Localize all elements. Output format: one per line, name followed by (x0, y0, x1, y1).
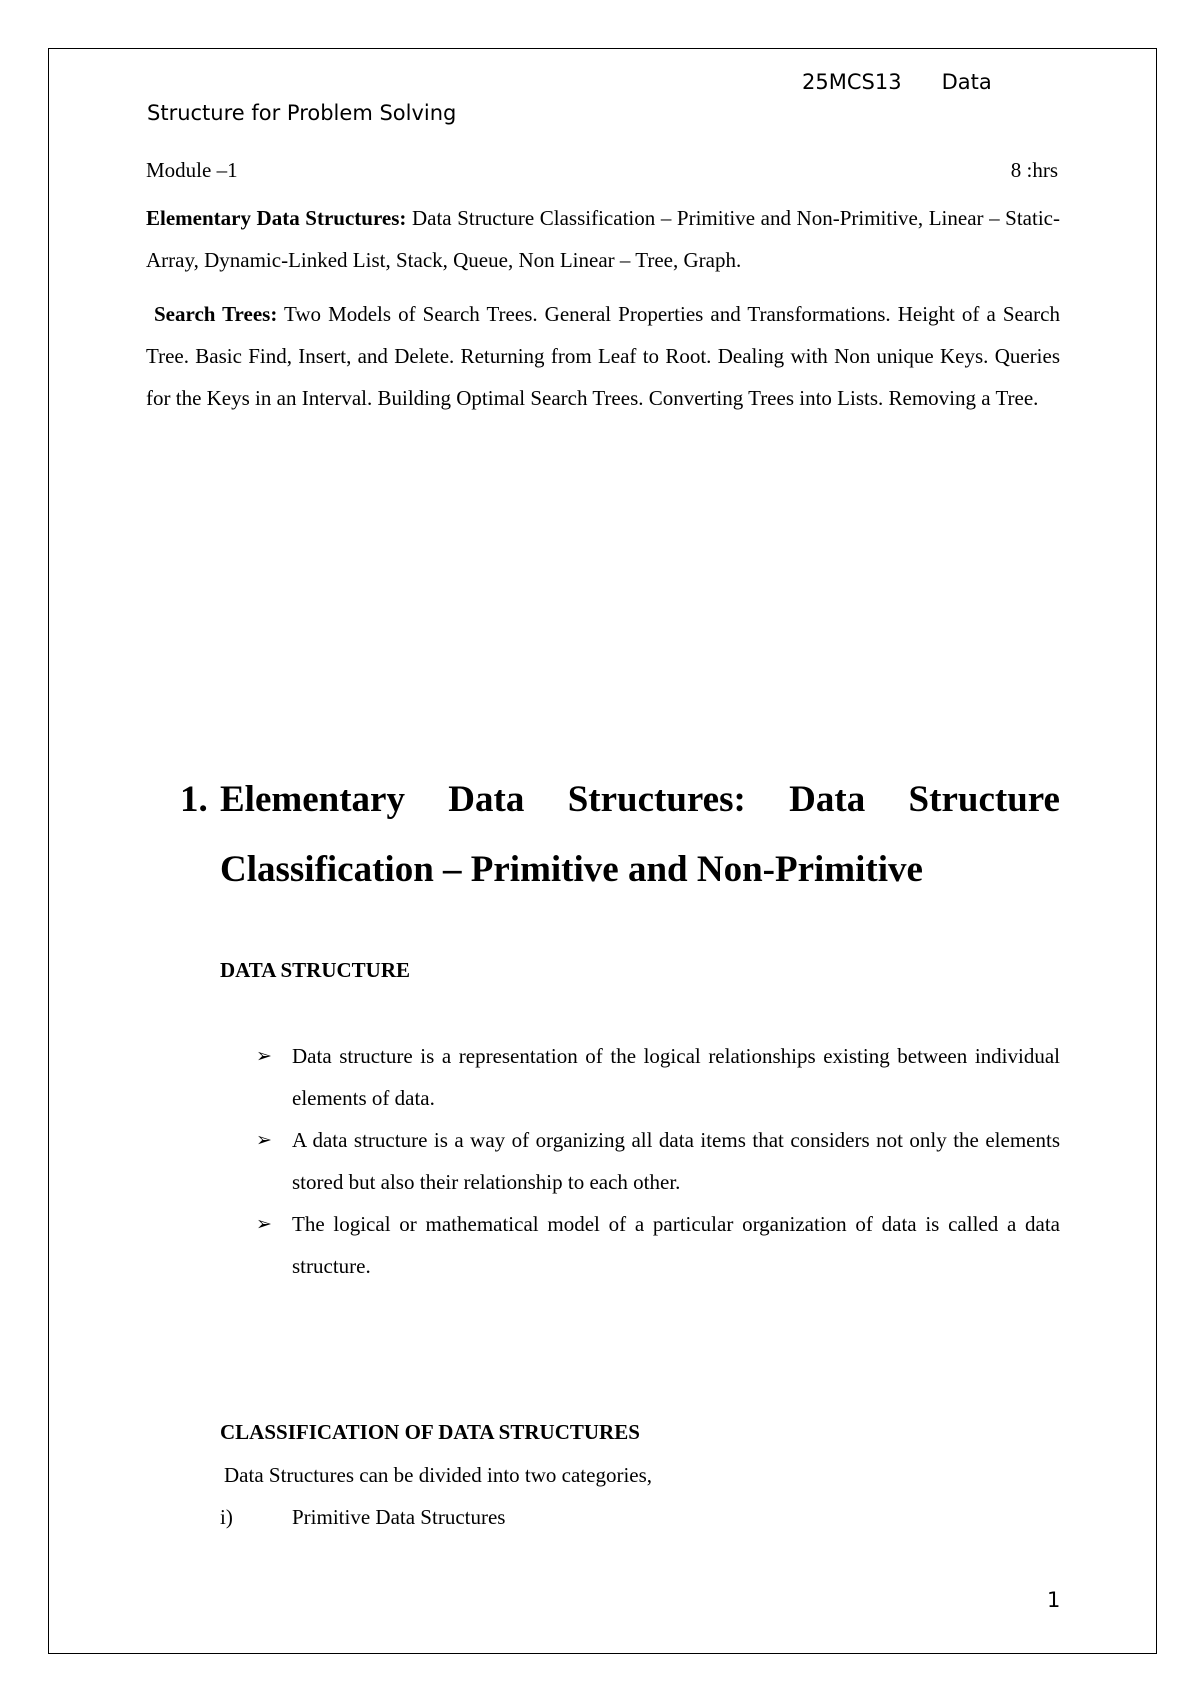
module-hours: 8 :hrs (1010, 158, 1058, 182)
section-title-word: Data (789, 779, 866, 820)
section-title-word: Elementary (220, 779, 405, 820)
section-title-line2: Classification – Primitive and Non-Primitive (220, 849, 923, 890)
section-heading (180, 765, 1060, 905)
section-title-word: Data (448, 779, 525, 820)
syllabus-paragraph-1 (146, 197, 1060, 281)
syllabus-p2-heading: Search Trees: (154, 302, 278, 326)
syllabus-p1-heading: Elementary Data Structures: (146, 206, 407, 230)
header-course-code: 25MCS13 Data (802, 70, 992, 94)
list-item-text: The logical or mathematical model of a particular organization of data is called a data structure. (292, 1212, 1060, 1278)
list-item (256, 1035, 1060, 1119)
classification-intro: Data Structures can be divided into two categories, (224, 1463, 653, 1487)
header-course-title: Structure for Problem Solving (147, 101, 457, 125)
classification-item-marker: i) (220, 1505, 233, 1529)
section-title (220, 765, 1060, 905)
syllabus-p2-text: Two Models of Search Trees. General Properties and Transformations. Height of a Search Tree. Basic Find, Insert, and Delete. Returning from Leaf to Root. Dealing with Non unique Keys. Queries for the Keys in an Interval. Building Optimal Search Trees. Converting Trees into Lists. Removing a Tree. (146, 302, 1060, 410)
section-title-word: Structures: (567, 779, 746, 820)
module-row (146, 158, 1058, 183)
module-label: Module –1 (146, 158, 238, 182)
section-title-line1 (220, 765, 1060, 835)
data-structure-heading: DATA STRUCTURE (220, 958, 411, 982)
definition-list (256, 1035, 1060, 1287)
page-number: 1 (1047, 1588, 1061, 1612)
list-item (256, 1203, 1060, 1287)
section-number: 1. (180, 779, 208, 820)
list-item-text: Data structure is a representation of the logical relationships existing between individual elements of data. (292, 1044, 1060, 1110)
arrow-bullet-icon: ➢ (256, 1129, 272, 1151)
classification-heading: CLASSIFICATION OF DATA STRUCTURES (220, 1420, 640, 1444)
syllabus-paragraph-2 (146, 293, 1060, 419)
classification-item-text: Primitive Data Structures (292, 1505, 506, 1529)
syllabus-p1-text: Data Structure Classification – Primitive and Non-Primitive, Linear – Static-Array, Dynamic-Linked List, Stack, Queue, Non Linear – Tree, Graph. (146, 206, 1060, 272)
list-item-text: A data structure is a way of organizing all data items that considers not only the elements stored but also their relationship to each other. (292, 1128, 1060, 1194)
arrow-bullet-icon: ➢ (256, 1213, 272, 1235)
section-title-word: Structure (908, 779, 1060, 820)
list-item (256, 1119, 1060, 1203)
arrow-bullet-icon: ➢ (256, 1045, 272, 1067)
